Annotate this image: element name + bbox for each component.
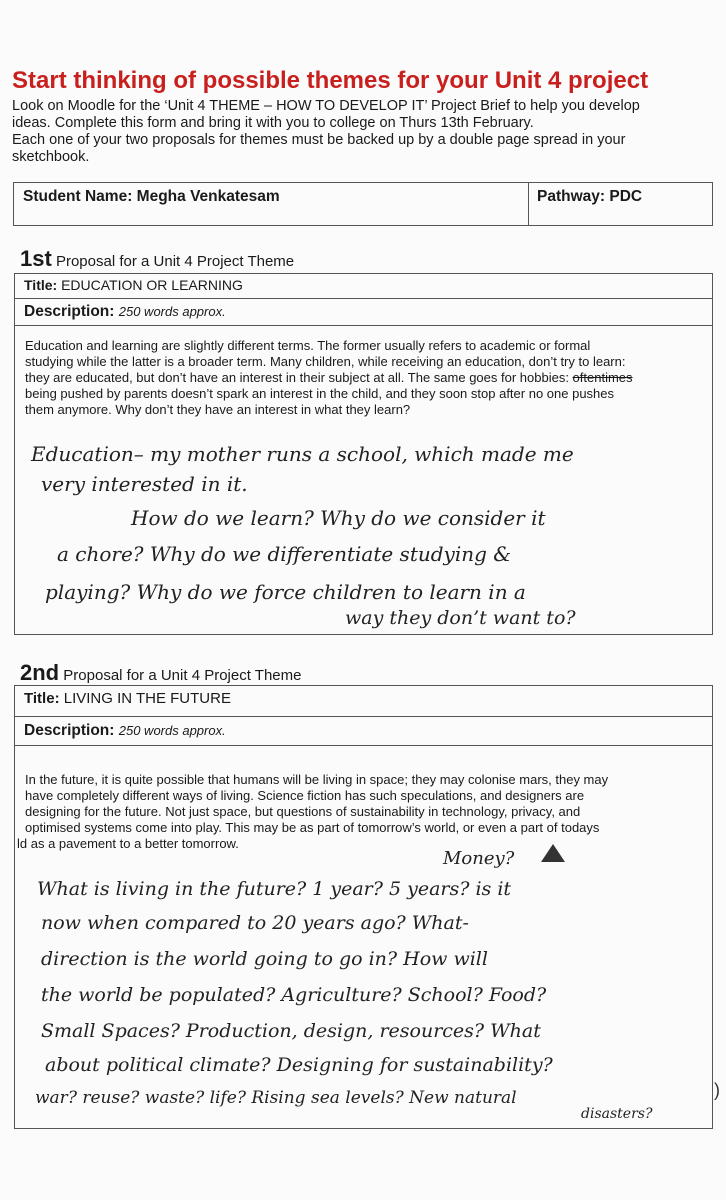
title-value: LIVING IN THE FUTURE	[63, 690, 231, 707]
typed-line: designing for the future. Not just space, but questions of sustainability in technology, privacy, and	[25, 804, 581, 819]
proposal-1-heading	[20, 246, 294, 272]
pathway-field[interactable]: Pathway: PDC	[537, 188, 643, 205]
struck-word: oftentimes	[572, 370, 633, 385]
handwritten-line: playing? Why do we force children to learn in a	[45, 580, 526, 604]
proposal-heading-text: Proposal for a Unit 4 Project Theme	[63, 667, 302, 684]
proposal-2-box	[14, 685, 713, 1129]
typed-line: optimised systems come into play. This may be as part of tomorrow’s world, or even a part of todays	[25, 820, 600, 835]
handwritten-line: now when compared to 20 years ago? What-	[41, 912, 469, 934]
handwritten-line: disasters?	[581, 1106, 653, 1122]
description-label-group	[24, 722, 226, 740]
description-label: Description:	[24, 722, 115, 739]
typed-line: have completely different ways of living. Science fiction has such speculations, and designers are	[25, 788, 585, 803]
handwritten-line: How do we learn? Why do we consider it	[131, 506, 546, 530]
typed-description	[25, 338, 709, 418]
title-row	[15, 274, 712, 299]
proposal-1-box	[14, 273, 713, 635]
handwritten-line: direction is the world going to go in? How will	[41, 948, 488, 970]
margin-pen-mark: )	[714, 1080, 720, 1100]
title-label: Title:	[24, 690, 60, 707]
handwritten-line: Money?	[443, 848, 515, 869]
description-label: Description:	[24, 303, 115, 320]
typed-line	[25, 370, 709, 386]
typed-line: In the future, it is quite possible that humans will be living in space; they may colonise mars, they may	[25, 772, 609, 787]
title-field[interactable]	[24, 690, 231, 707]
typed-line: studying while the latter is a broader term. Many children, while receiving an education, don’t try to learn:	[25, 354, 626, 369]
intro-line: Look on Moodle for the ‘Unit 4 THEME – HOW TO DEVELOP IT’ Project Brief to help you develop	[12, 98, 640, 114]
title-value: EDUCATION OR LEARNING	[61, 277, 243, 293]
title-row	[15, 686, 712, 717]
intro-line: sketchbook.	[12, 149, 90, 165]
description-row	[15, 299, 712, 326]
title-label: Title:	[24, 277, 58, 293]
handwritten-line: war? reuse? waste? life? Rising sea levels? New natural	[35, 1088, 517, 1108]
handwritten-line: the world be populated? Agriculture? School? Food?	[41, 984, 547, 1006]
proposal-number: 1st	[20, 246, 52, 271]
handwritten-line: a chore? Why do we differentiate studying &	[57, 542, 512, 566]
typed-line: Education and learning are slightly different terms. The former usually refers to academic or formal	[25, 338, 591, 353]
typed-line-text: they are educated, but don’t have an interest in their subject at all. The same goes for hobbies:	[25, 370, 573, 385]
description-hint: 250 words approx.	[118, 304, 226, 319]
triangle-doodle-icon	[539, 842, 567, 869]
proposal-heading-text: Proposal for a Unit 4 Project Theme	[55, 253, 295, 270]
proposal-2-heading	[20, 660, 301, 686]
typed-line: them anymore. Why don’t they have an interest in what they learn?	[25, 402, 411, 417]
student-info-box	[13, 182, 713, 226]
description-hint: 250 words approx.	[118, 723, 226, 738]
handwritten-line: Education– my mother runs a school, which made me	[31, 442, 574, 466]
description-row	[15, 717, 712, 746]
title-field[interactable]	[24, 277, 243, 293]
description-label-group	[24, 303, 226, 321]
intro-text	[12, 98, 717, 166]
handwritten-line: way they don’t want to?	[345, 607, 576, 629]
handwritten-line: Small Spaces? Production, design, resources? What	[41, 1020, 541, 1042]
handwritten-line: about political climate? Designing for sustainability?	[45, 1054, 553, 1076]
handwritten-line: What is living in the future? 1 year? 5 years? is it	[37, 878, 512, 900]
typed-description	[17, 772, 709, 852]
student-name-field[interactable]: Student Name: Megha Venkatesam	[23, 188, 280, 205]
typed-line: being pushed by parents doesn’t spark an interest in the child, and they soon stop after no one pushes	[25, 386, 615, 401]
intro-line: Each one of your two proposals for themes must be backed up by a double page spread in your	[12, 132, 626, 148]
typed-line: ld as a pavement to a better tomorrow.	[17, 836, 239, 851]
intro-line: ideas. Complete this form and bring it with you to college on Thurs 13th February.	[12, 115, 534, 131]
page-heading: Start thinking of possible themes for your Unit 4 project	[12, 67, 649, 94]
handwritten-line: very interested in it.	[41, 472, 248, 496]
proposal-number: 2nd	[20, 660, 60, 685]
divider	[528, 183, 529, 225]
